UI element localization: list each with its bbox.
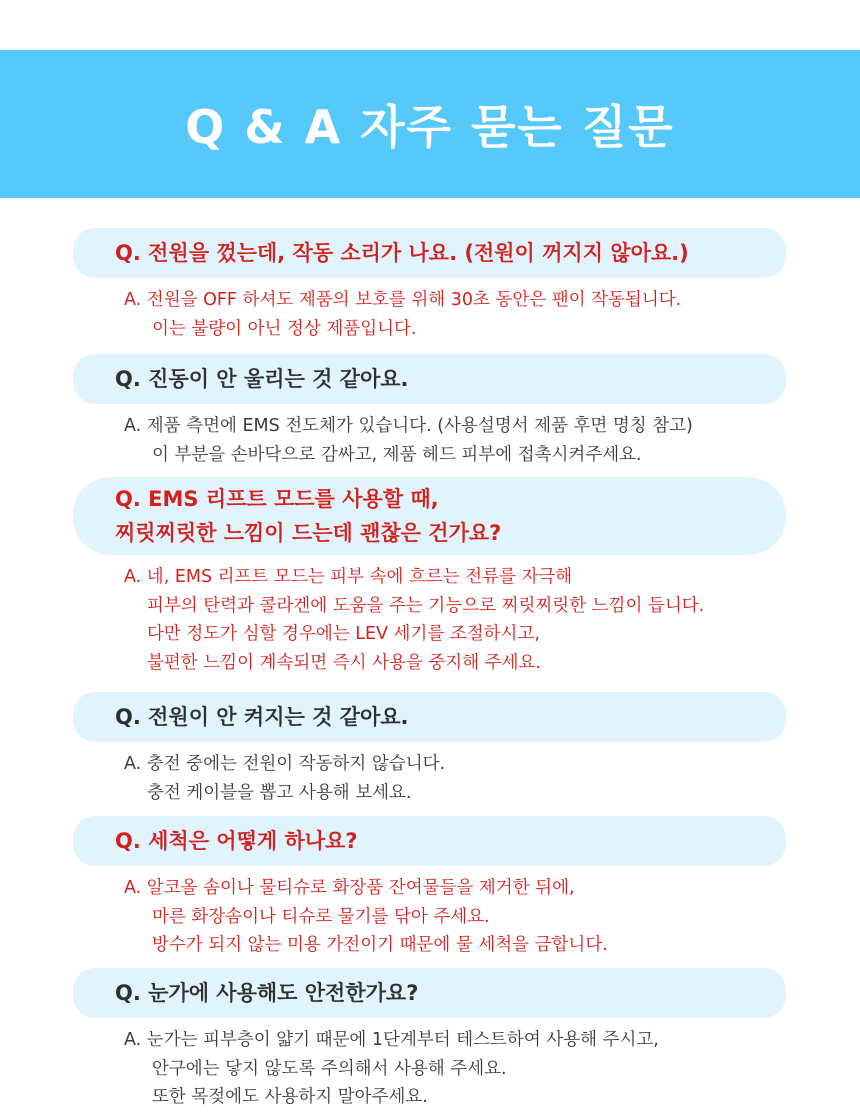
answer-line: A. 네, EMS 리프트 모드는 피부 속에 흐르는 전류를 자극해: [124, 567, 573, 587]
faq-question: [73, 477, 786, 555]
answer-line: 피부의 탄력과 콜라겐에 도움을 주는 기능으로 찌릿찌릿한 느낌이 듭니다.: [147, 595, 705, 616]
answer-line: A. 알코올 솜이나 물티슈로 화장품 잔여물들을 제거한 뒤에,: [124, 878, 575, 898]
header-banner: [0, 50, 860, 198]
faq-question: Q. 전원을 껐는데, 작동 소리가 나요. (전원이 꺼지지 않아요.): [73, 228, 786, 278]
answer-line: A. 전원을 OFF 하셔도 제품의 보호를 위해 30초 동안은 팬이 작동됩니다.: [124, 290, 682, 310]
faq-answer: [124, 286, 804, 343]
answer-line: 이 부분을 손바닥으로 감싸고, 제품 헤드 피부에 접촉시켜주세요.: [152, 444, 642, 465]
faq-item: [0, 477, 860, 677]
answer-line: 불편한 느낌이 계속되면 즉시 사용을 중지해 주세요.: [147, 652, 541, 673]
faq-answer: [124, 874, 804, 960]
faq-answer: [124, 1026, 804, 1112]
page-title: Q & A 자주 묻는 질문: [185, 100, 675, 154]
faq-question: Q. 진동이 안 울리는 것 같아요.: [73, 354, 786, 404]
faq-item: [0, 228, 860, 343]
answer-line: 방수가 되지 않는 미용 가전이기 때문에 물 세척을 금합니다.: [152, 935, 608, 955]
question-line: 찌릿찌릿한 느낌이 드는데 괜찮은 건가요?: [115, 521, 502, 545]
answer-line: 또한 목젖에도 사용하지 말아주세요.: [152, 1087, 428, 1107]
answer-line: 이는 불량이 아닌 정상 제품입니다.: [152, 318, 417, 339]
faq-answer: [124, 750, 804, 807]
answer-line: A. 눈가는 피부층이 얇기 때문에 1단계부터 테스트하여 사용해 주시고,: [124, 1030, 659, 1050]
faq-question: Q. 세척은 어떻게 하나요?: [73, 816, 786, 866]
faq-item: [0, 968, 860, 1112]
faq-item: [0, 354, 860, 469]
faq-item: [0, 692, 860, 807]
faq-question: Q. 전원이 안 켜지는 것 같아요.: [73, 692, 786, 742]
faq-answer: [124, 412, 804, 469]
answer-line: 안구에는 닿지 않도록 주의해서 사용해 주세요.: [152, 1058, 507, 1079]
answer-line: 충전 케이블을 뽑고 사용해 보세요.: [147, 782, 412, 803]
answer-line: 마른 화장솜이나 티슈로 물기를 닦아 주세요.: [152, 906, 490, 927]
answer-line: A. 제품 측면에 EMS 전도체가 있습니다. (사용설명서 제품 후면 명칭 참고): [124, 416, 693, 436]
answer-line: 다만 정도가 심할 경우에는 LEV 세기를 조절하시고,: [147, 624, 540, 644]
answer-line: A. 충전 중에는 전원이 작동하지 않습니다.: [124, 754, 446, 774]
faq-question: Q. 눈가에 사용해도 안전한가요?: [73, 968, 786, 1018]
question-line: Q. EMS 리프트 모드를 사용할 때,: [115, 487, 439, 511]
faq-item: [0, 816, 860, 960]
faq-answer: [124, 563, 804, 677]
